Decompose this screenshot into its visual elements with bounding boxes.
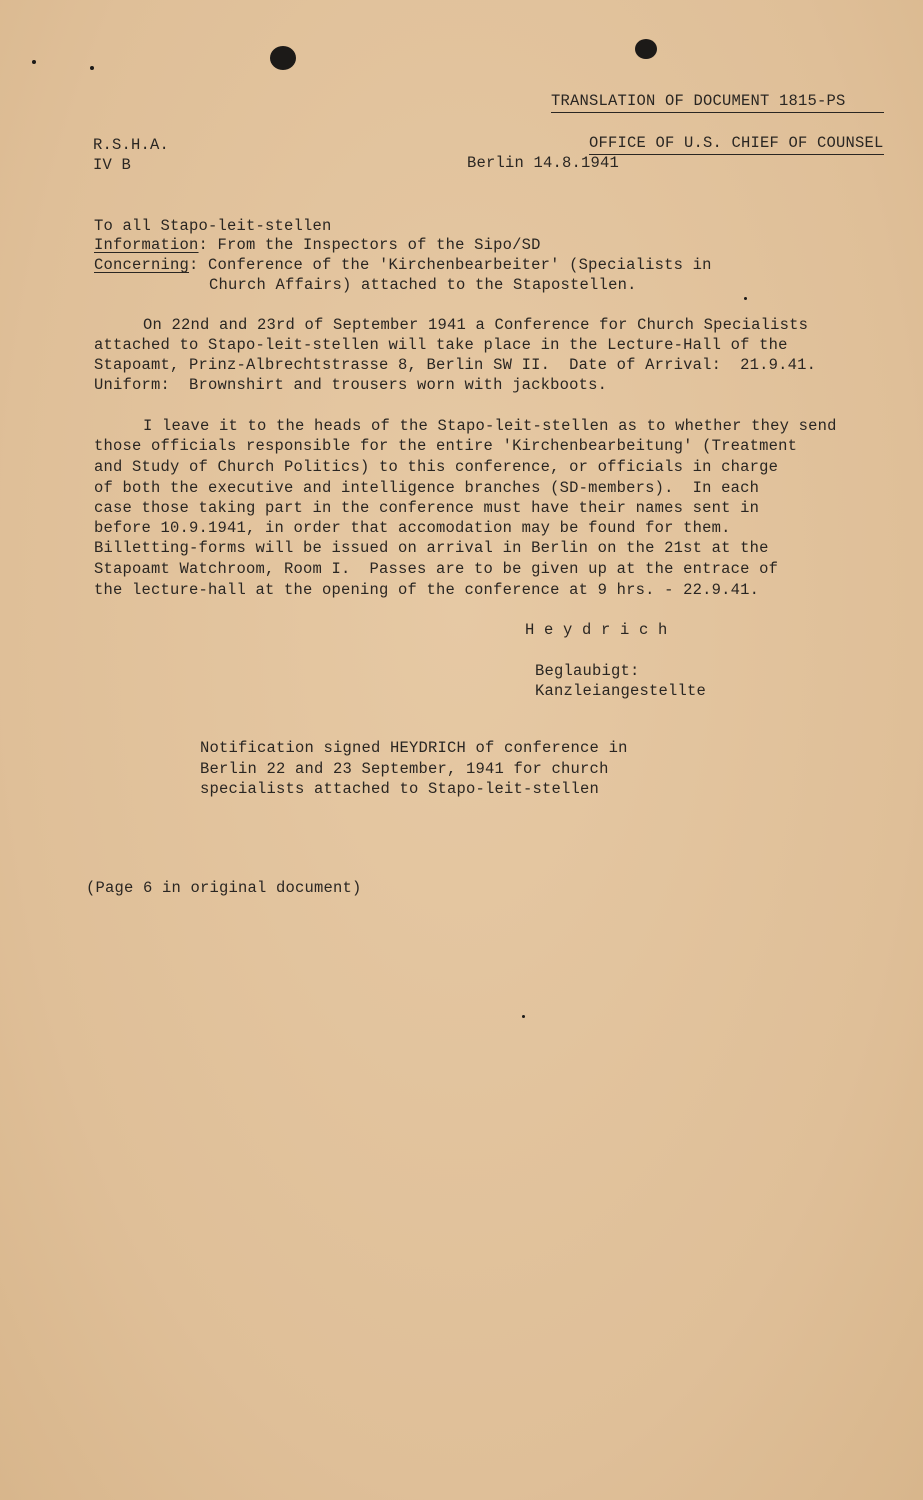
paragraph-2-line: the lecture-hall at the opening of the conference at 9 hrs. - 22.9.41. — [94, 581, 760, 599]
ink-speck — [90, 66, 94, 70]
concerning-line — [94, 255, 712, 276]
date-line: Berlin 14.8.1941 — [467, 154, 620, 172]
paragraph-1-line: attached to Stapo-leit-stellen will take place in the Lecture-Hall of the — [94, 336, 788, 354]
addressee-to: To all Stapo-leit-stellen — [94, 217, 332, 235]
paragraph-2-line: of both the executive and intelligence branches (SD-members). In each — [94, 479, 760, 497]
paragraph-1-line: Stapoamt, Prinz-Albrechtstrasse 8, Berlin SW II. Date of Arrival: 21.9.41. — [94, 356, 817, 374]
paragraph-2-line: before 10.9.1941, in order that accomodation may be found for them. — [94, 519, 731, 537]
translation-line: TRANSLATION OF DOCUMENT 1815-PS — [551, 91, 884, 113]
concerning-continuation: Church Affairs) attached to the Stapostellen. — [209, 276, 637, 294]
paragraph-2-line: I leave it to the heads of the Stapo-leit-stellen as to whether they send — [143, 417, 837, 435]
clerk-title: Kanzleiangestellte — [535, 682, 707, 700]
ink-speck — [744, 297, 747, 300]
paragraph-2-line: case those taking part in the conference must have their names sent in — [94, 499, 760, 517]
note-line: Notification signed HEYDRICH of conference in — [200, 739, 628, 757]
information-text: : From the Inspectors of the Sipo/SD — [198, 236, 541, 254]
punch-hole-mark — [270, 46, 296, 70]
information-label: Information — [94, 236, 199, 254]
note-line: specialists attached to Stapo-leit-stellen — [200, 780, 600, 798]
office-line: OFFICE OF U.S. CHIEF OF COUNSEL — [589, 133, 884, 155]
page-note: (Page 6 in original document) — [86, 879, 362, 897]
paragraph-1-line: Uniform: Brownshirt and trousers worn with jackboots. — [94, 376, 608, 394]
paragraph-2-line: and Study of Church Politics) to this conference, or officials in charge — [94, 458, 779, 476]
certified-label: Beglaubigt: — [535, 662, 640, 680]
signature-name: H e y d r i c h — [525, 621, 668, 639]
concerning-label: Concerning — [94, 256, 190, 274]
paragraph-1-line: On 22nd and 23rd of September 1941 a Conference for Church Specialists — [143, 316, 809, 334]
ink-speck — [32, 60, 36, 64]
sender-dept: IV B — [93, 156, 132, 174]
note-line: Berlin 22 and 23 September, 1941 for church — [200, 760, 609, 778]
paragraph-2-line: those officials responsible for the entire 'Kirchenbearbeitung' (Treatment — [94, 437, 798, 455]
information-line — [94, 235, 541, 256]
paragraph-2-line: Billetting-forms will be issued on arrival in Berlin on the 21st at the — [94, 539, 769, 557]
concerning-text: : Conference of the 'Kirchenbearbeiter' (Specialists in — [189, 256, 712, 274]
sender-org: R.S.H.A. — [93, 136, 170, 154]
ink-speck — [522, 1015, 525, 1018]
paragraph-2-line: Stapoamt Watchroom, Room I. Passes are to be given up at the entrace of — [94, 560, 779, 578]
